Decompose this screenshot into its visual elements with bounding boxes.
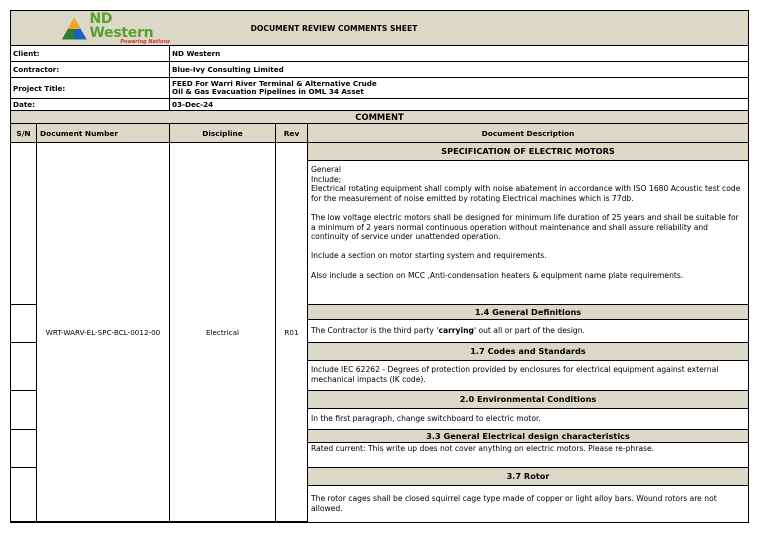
review-sheet bbox=[10, 10, 749, 523]
sheet-title: DOCUMENT REVIEW COMMENTS SHEET bbox=[170, 11, 748, 46]
general-comments bbox=[308, 161, 748, 305]
col-doc-number: Document Number bbox=[37, 124, 170, 143]
nd-western-logo-icon bbox=[61, 15, 88, 42]
section-3-3-text: Rated current: This write up does not cover anything on electric motors. Please re-phrase. bbox=[308, 443, 748, 468]
client-value: ND Western bbox=[170, 46, 748, 62]
col-discipline: Discipline bbox=[170, 124, 276, 143]
section-2-0-text: In the first paragraph, change switchboard to electric motor. bbox=[308, 409, 748, 430]
sn-cell-5 bbox=[11, 430, 37, 468]
contractor-value: Blue-Ivy Consulting Limited bbox=[170, 62, 748, 78]
document-number: WRT-WARV-EL-SPC-BCL-0012-00 bbox=[37, 143, 170, 522]
section-2-0-title: 2.0 Environmental Conditions bbox=[308, 391, 748, 409]
general-p2: The low voltage electric motors shall be designed for minimum life duration of 25 years and shall be suitable for a minimum of 2 years normal continuous operation without maintenance and shall assure reliability and continuity of service under unattended operation. bbox=[311, 212, 739, 242]
section-3-7-text: The rotor cages shall be closed squirrel cage type made of copper or light alloy bars. Wound rotors are not allowed. bbox=[311, 494, 717, 513]
spec-title: SPECIFICATION OF ELECTRIC MOTORS bbox=[308, 143, 748, 161]
document-discipline: Electrical bbox=[170, 143, 276, 522]
sn-cell-6 bbox=[11, 468, 37, 522]
logo-cell bbox=[11, 11, 170, 46]
date-label: Date: bbox=[11, 99, 170, 111]
col-rev: Rev bbox=[276, 124, 308, 143]
project-line-2: Oil & Gas Evacuation Pipelines in OML 34 Asset bbox=[172, 87, 364, 96]
client-label: Client: bbox=[11, 46, 170, 62]
section-3-3-title: 3.3 General Electrical design characteristics bbox=[308, 430, 748, 443]
general-line-1: General bbox=[311, 165, 341, 174]
col-description: Document Description bbox=[308, 124, 748, 143]
document-rev: R01 bbox=[276, 143, 308, 522]
comment-heading: COMMENT bbox=[11, 111, 748, 124]
general-p4: Also include a section on MCC ,Anti-condensation heaters & equipment name plate requirements. bbox=[311, 270, 684, 280]
general-line-2: Include; bbox=[311, 174, 342, 184]
sn-cell-1 bbox=[11, 143, 37, 305]
logo-tagline: Powering Nations bbox=[120, 38, 170, 45]
section-1-7-text: Include IEC 62262 - Degrees of protection provided by enclosures for electrical equipment against external mechanical impacts (IK code). bbox=[308, 361, 748, 391]
section-3-7-title: 3.7 Rotor bbox=[308, 468, 748, 486]
contractor-label: Contractor: bbox=[11, 62, 170, 78]
carrying-emphasis: carrying bbox=[438, 326, 474, 336]
general-p3: Include a section on motor starting system and requirements. bbox=[311, 251, 547, 261]
sn-cell-3 bbox=[11, 343, 37, 391]
general-p1: Electrical rotating equipment shall comply with noise abatement in accordance with ISO 1680 Acoustic test code for the measurement of noise emitted by rotating Electrical machines which is 77db. bbox=[311, 184, 741, 203]
sn-cell-2 bbox=[11, 305, 37, 343]
date-value: 03-Dec-24 bbox=[170, 99, 748, 111]
logo-name: ND Western bbox=[89, 11, 154, 41]
section-1-4-title: 1.4 General Definitions bbox=[308, 305, 748, 320]
section-1-7-title: 1.7 Codes and Standards bbox=[308, 343, 748, 361]
project-line-1: FEED For Warri River Terminal & Alternative Crude bbox=[172, 78, 377, 88]
section-1-4-text: The Contractor is the third party 'carrying' out all or part of the design. bbox=[308, 320, 748, 343]
col-sn: S/N bbox=[11, 124, 37, 143]
sn-cell-4 bbox=[11, 391, 37, 430]
project-label: Project Title: bbox=[11, 78, 170, 99]
project-value bbox=[170, 78, 748, 99]
